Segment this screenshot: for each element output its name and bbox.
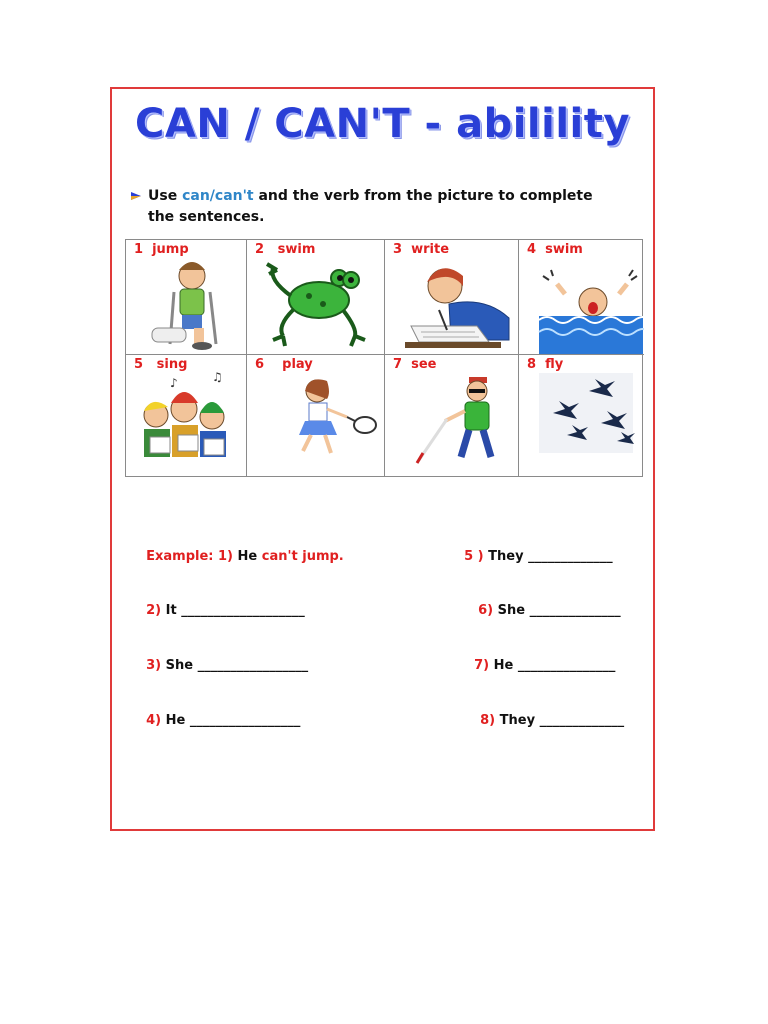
picture-cell-fly bbox=[519, 355, 644, 476]
sentence-blank[interactable]: _________________ bbox=[189, 713, 301, 728]
sentence-blank[interactable]: ___________________ bbox=[181, 603, 305, 618]
sentence-blank[interactable]: ______________ bbox=[529, 603, 621, 618]
example-label: Example: bbox=[146, 549, 214, 564]
picture-label: 3 write bbox=[393, 242, 450, 257]
singing-children-icon bbox=[126, 355, 247, 476]
sentence-subject: They bbox=[499, 713, 536, 728]
sentence-6[interactable] bbox=[460, 588, 621, 633]
sentence-5[interactable] bbox=[446, 534, 613, 579]
worksheet-title: CAN / CAN'T - abilility bbox=[135, 101, 630, 147]
boy-writing-icon bbox=[385, 240, 519, 355]
sentence-7[interactable] bbox=[456, 643, 615, 688]
picture-cell-sing bbox=[126, 355, 247, 476]
picture-label: 4 swim bbox=[527, 242, 583, 257]
sentence-number: 4) bbox=[146, 713, 162, 728]
sentence-blank[interactable]: _____________ bbox=[528, 549, 613, 564]
sentence-number: 2) bbox=[146, 603, 162, 618]
sentence-subject: She bbox=[497, 603, 526, 618]
sentence-number: 8) bbox=[480, 713, 496, 728]
picture-label: 7 see bbox=[393, 357, 437, 372]
sentence-blank[interactable]: _____________ bbox=[539, 713, 625, 728]
example-sentence bbox=[128, 534, 344, 579]
instruction-line2: the sentences. bbox=[148, 209, 265, 225]
sentence-blank[interactable]: _______________ bbox=[517, 658, 616, 673]
picture-cell-swim-drowning bbox=[519, 240, 644, 355]
sentence-number: 3) bbox=[146, 658, 162, 673]
sentence-8[interactable] bbox=[462, 698, 624, 743]
example-answer: can't jump. bbox=[261, 549, 344, 564]
example-subject: He bbox=[237, 549, 258, 564]
sentence-subject: They bbox=[488, 549, 524, 564]
instruction bbox=[148, 186, 628, 228]
sentence-number: 6) bbox=[478, 603, 494, 618]
picture-cell-write bbox=[385, 240, 519, 355]
sentence-number: 7) bbox=[474, 658, 490, 673]
picture-label: 8 fly bbox=[527, 357, 564, 372]
sentence-subject: He bbox=[165, 713, 186, 728]
sentence-blank[interactable]: _________________ bbox=[197, 658, 309, 673]
frog-icon bbox=[247, 240, 385, 355]
sentence-subject: She bbox=[165, 658, 194, 673]
svg-text:♫: ♫ bbox=[212, 370, 223, 384]
girl-tennis-icon bbox=[247, 355, 385, 476]
instruction-pre: Use bbox=[148, 188, 183, 204]
picture-grid bbox=[125, 239, 643, 477]
worksheet bbox=[110, 87, 655, 831]
svg-text:♪: ♪ bbox=[170, 376, 178, 390]
sentence-subject: It bbox=[165, 603, 177, 618]
instruction-highlight: can/can't bbox=[182, 188, 254, 204]
example-number: 1) bbox=[218, 549, 234, 564]
sentence-4[interactable] bbox=[128, 698, 300, 743]
picture-cell-play bbox=[247, 355, 385, 476]
boy-on-crutches-icon bbox=[126, 240, 247, 355]
sentence-subject: He bbox=[493, 658, 514, 673]
sentence-2[interactable] bbox=[128, 588, 305, 633]
picture-label: 5 sing bbox=[134, 357, 188, 372]
picture-label: 2 swim bbox=[255, 242, 316, 257]
sentence-number: 5 ) bbox=[464, 549, 484, 564]
picture-cell-swim-frog bbox=[247, 240, 385, 355]
picture-cell-see bbox=[385, 355, 519, 476]
blind-man-cane-icon bbox=[385, 355, 519, 476]
picture-label: 6 play bbox=[255, 357, 313, 372]
picture-label: 1 jump bbox=[134, 242, 189, 257]
drowning-man-icon bbox=[519, 240, 644, 355]
picture-cell-jump bbox=[126, 240, 247, 355]
sentence-3[interactable] bbox=[128, 643, 308, 688]
arrow-bullet-icon bbox=[130, 190, 142, 202]
instruction-post: and the verb from the picture to complete bbox=[253, 188, 593, 204]
swallows-icon bbox=[519, 355, 644, 476]
